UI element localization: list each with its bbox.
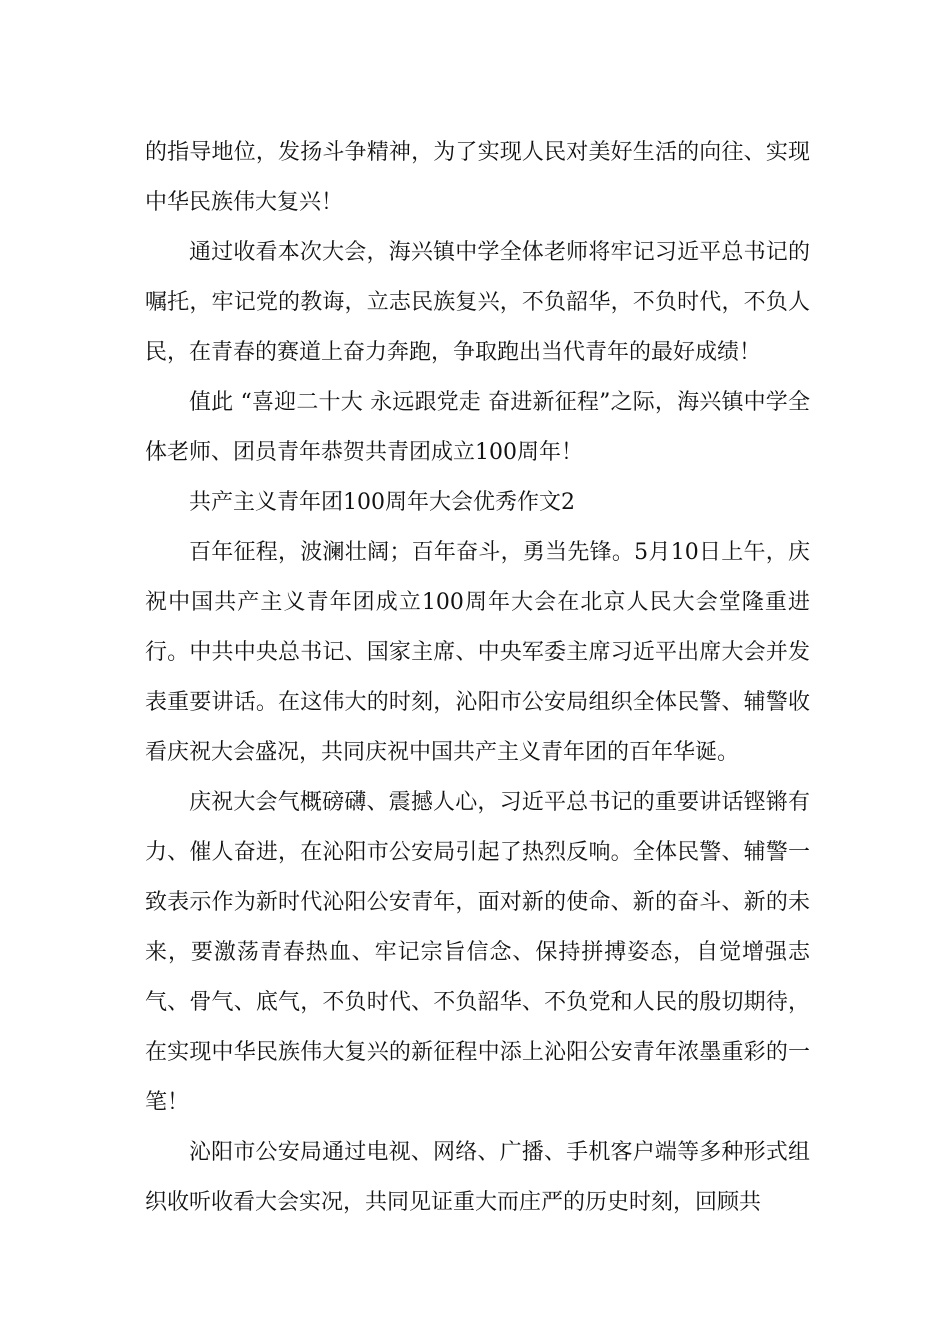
paragraph-teachers-pledge: 通过收看本次大会，海兴镇中学全体老师将牢记习近平总书记的嘱托，牢记党的教诲，立志民族复兴，不负韶华，不负时代，不负人民，在青春的赛道上奋力奔跑，争取跑出当代青年的最好成绩！ bbox=[145, 240, 810, 365]
document-body bbox=[145, 128, 810, 1228]
paragraph-ceremony: 百年征程，波澜壮阔；百年奋斗，勇当先锋。5月10日上午，庆祝中国共产主义青年团成立100周年大会在北京人民大会堂隆重进行。中共中央总书记、国家主席、中央军委主席习近平出席大会并发表重要讲话。在这伟大的时刻，沁阳市公安局组织全体民警、辅警收看庆祝大会盛况，共同庆祝中国共产主义青年团的百年华诞。 bbox=[145, 540, 810, 765]
paragraph-reaction: 庆祝大会气概磅礴、震撼人心，习近平总书记的重要讲话铿锵有力、催人奋进，在沁阳市公安局引起了热烈反响。全体民警、辅警一致表示作为新时代沁阳公安青年，面对新的使命、新的奋斗、新的未来，要激荡青春热血、牢记宗旨信念、保持拼搏姿态，自觉增强志气、骨气、底气，不负时代、不负韶华、不负党和人民的殷切期待，在实现中华民族伟大复兴的新征程中添上沁阳公安青年浓墨重彩的一笔！ bbox=[145, 790, 810, 1115]
paragraph-broadcast: 沁阳市公安局通过电视、网络、广播、手机客户端等多种形式组织收听收看大会实况，共同见证重大而庄严的历史时刻，回顾共 bbox=[145, 1140, 810, 1215]
paragraph-continuation: 的指导地位，发扬斗争精神，为了实现人民对美好生活的向往、实现中华民族伟大复兴！ bbox=[145, 140, 810, 215]
paragraph-congratulation: 值此 “喜迎二十大 永远跟党走 奋进新征程”之际，海兴镇中学全体老师、团员青年恭贺共青团成立100周年！ bbox=[145, 390, 810, 465]
section-title: 共产主义青年团100周年大会优秀作文2 bbox=[189, 490, 575, 515]
